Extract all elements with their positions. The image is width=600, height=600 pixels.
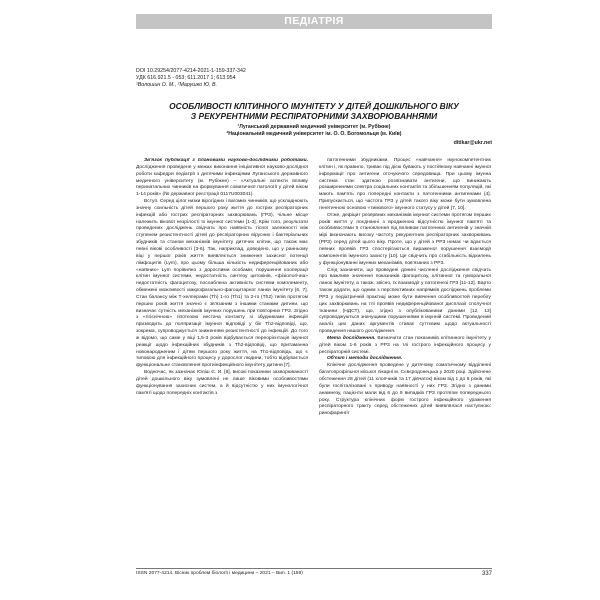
section-header: ПЕДІАТРІЯ bbox=[136, 14, 492, 29]
body-paragraph bbox=[319, 213, 491, 268]
contact-email[interactable]: ditikar@ukr.net bbox=[453, 140, 492, 146]
authors: ¹Волошин О. М., ²Марушко Ю. В. bbox=[136, 82, 217, 89]
paragraph-lead: Мета дослідження. bbox=[327, 335, 376, 341]
body-paragraph bbox=[136, 370, 308, 397]
body-paragraph bbox=[136, 158, 308, 199]
paragraph-text: Водночас, як зазначає Юліш Є. И. [8], високі показники захворюваності дітей дошкільного віку зумовлені не лише віковими особливостями функціонування захисних систем, а й відсутністю у них імунологічної пам'яті щодо попередніх контактів з bbox=[136, 370, 308, 396]
body-column-left bbox=[136, 158, 308, 530]
paragraph-lead: Зв'язок публікації з плановими науково-дослідними роботами. bbox=[144, 158, 308, 163]
article-title bbox=[136, 102, 492, 121]
body-column-right bbox=[319, 158, 491, 530]
paragraph-text: Дослідження проведене у межах виконання ініціативної науково-дослідної роботи кафедри педіатрії з дитячими інфекціями Луганського державного медичного університету (м. Рубіжне) – «Актуальні аспекти впливу перинатальних чинників на формування соматичної патології у дітей віком 1-14 років» (№ державної реєстрації 0117U003041). bbox=[136, 164, 308, 198]
body-paragraph bbox=[319, 363, 491, 418]
paragraph-text: Клінічне дослідження проведене у дитячому соматичному відділенні багатопрофільної міської лікарні м. Сєвєродонецька у 2020 році. Здійснене обстеження 28 дітей (11 хлопчиків та 17 дівчаток) віком від 1 до 6 років, які були госпіталізовані з приводу наявності у них ГРЗ. Згідно з даними анамнезу, пацієнти мали від 6 до 9 випадків ГРЗ протягом попереднього року. Структура клінічних форм гострого інфекційного ураження респіраторного тракту серед обстежених дітей виявлялася наступною: ринофарингіт bbox=[319, 363, 491, 417]
body-paragraph bbox=[136, 199, 308, 370]
body-paragraph bbox=[319, 158, 491, 213]
paragraph-text: Слід зазначити, що проведені донині численні дослідження свідчать про важливе значення показників фагоцитозу, клітинної та гуморальної ланок імунітету, а також, звісно, їх взаємодії у патогенезі ГРЗ [11-12]. Варто також додати, що одним з перспективних напрямків досліджень проблеми РРЗ у педіатричній практиці може бути вивчення особливостей перебігу цих захворювань на тлі проявів недиференційованої дисплазії сполучної тканини (НДСТ), що, згідно з опублікованими даними [12, 13] супроводжуються значущими порушеннями в імунній системі. Проведений аналіз цих даних аргументів ставає суттєвим щодо актуальності проведення нашого дослідження. bbox=[319, 267, 491, 335]
footer-divider bbox=[136, 568, 492, 569]
affiliation: ²Національний медичний університет ім. О. О. Богомольця (м. Київ) bbox=[226, 131, 402, 137]
title-line: ОСОБЛИВОСТІ КЛІТИННОГО ІМУНІТЕТУ У ДІТЕЙ ДОШКІЛЬНОГО ВІКУ bbox=[169, 101, 459, 111]
udc-code: УДК 616.921.5 - 053; 611.2017 1; 613.954 bbox=[136, 75, 236, 82]
page-number: 337 bbox=[481, 571, 492, 577]
paragraph-text: Визначити стан показників клітинного імунітету у дітей віком 1-6 років з РРЗ на тлі гострого інфекційного процесу у респіраторній системі. bbox=[319, 335, 491, 355]
body-paragraph bbox=[319, 336, 491, 357]
affiliations bbox=[136, 124, 492, 138]
affiliation: ¹Луганський державний медичний університет (м. Рубіжне) bbox=[237, 124, 391, 130]
body-paragraph bbox=[319, 268, 491, 336]
title-line: З РЕКУРЕНТНИМИ РЕСПІРАТОРНИМИ ЗАХВОРЮВАННЯМИ bbox=[190, 110, 438, 121]
paragraph-text: патогенними збудниками. Процес «навчання» імунокомпетентних клітин і, як правило, триває під дією бувають у постійному навчанні імунної інформації про антигени оточуючого середовища. При цьому імунна система стає здатною розпізнавати антигени, що виникають розширеннями спектра соціальних контактів та збільшенням популяцій, які мають пам'ять про попередні контакти з патогенними антигенами [4]. Припускається, що частота ГРЗ у дітей такого віку може бути зумовлена генетичною основою «тимового» імунного статусу у дітей [7, 10]. bbox=[319, 158, 491, 211]
doi[interactable]: DOI 10.29254/2077-4214-2021-1-159-337-342 bbox=[136, 68, 246, 74]
journal-footer: ISSN 2077-4214. Вісник проблем біології і медицини – 2021 – Вип. 1 (159) bbox=[136, 571, 303, 576]
paragraph-lead: Об'єкт і методи дослідження. bbox=[327, 356, 403, 362]
article-metadata bbox=[136, 68, 492, 90]
paragraph-text: Вступ. Серед цілої низки вірогідних і вагомих чинників, що ускладнюють значну схильність дітей першого року життя до гострих респіраторних інфекцій або гострих респіраторних захворювань (ГРЗ), чільне місце належить вікової незрілості їх імунної системи [1-3]. Крім того, результати проведених досліджень свідчать про наявність тісної залежності між ступенем резистентності дітей до респіраторних вірусних і бактеріальних збудників та станом механізмів імунітету дитячих клітин, що також має певні вікові особливості [3-6]. Так, наприклад, доведено, що у ранньому віці у першої років життя виявляється зниження захисної потенції лімфоцитів (Lym), про цьому більша кількість недиференційованих або «наївних» Lym порівняно з дорослими особами, порушення кооперації клітин імунної системи, недостатність синтезу цитокінів, «фізіологічна» недостатність фагоцитозу, послаблена активність системи комплементу, обмежені можливості макрофагально-фагоцитарної ланки імунітету [6, 7]. Стан балансу між Т-хелперами (Th) 1-го (Th1) та 2-го (Th2) типів протягом перших років життя значно є зв'язаним з іншими станами дитини, що визначає сутність механізмів імунних порушень при повторних ГРЗ. Згідно з «гігієнічною» гіпотезою нестача контакту зі збудниками інфекцій призводить до поляризації імунної відповіді у бік Th2-відповіді, що, зокрема, супроводжується зниженням резистентності до інфекцій. До того ж відомо, що саме у віці 1,5-3 років відбувається переорієнтація імунної реакції щодо інфекційних збудників з Th2-відповіді, що притаманна новонародженим і дітям першого року життя, на Th1-відповідь, що є типовою для інфекційного процесу у дорослої людини, тобто відбувається функціональне становлення протиінфекційного імунітету дитини [7]. bbox=[136, 199, 308, 369]
paragraph-text: Отже, дефіцит резервних механізмів імунної системи протягом перших років життя у поєднанні з вродженою відсутністю імунної пам'яті та особливостями її становлення під впливом патогенних антигенів у значній мірі визначають високу частоту рекурентних респіраторних захворювань (РРЗ) серед дітей цього віку. Проте, що у дітей з РРЗ немає чи вдається певних проявів ГРЗ спостерігаються вираженої порушення взаємодії компонентів імунного захисту [10]. Це свідчить про стабільність відхилень у функціонуванні імунних механізмів, пов'язаних з РРЗ. bbox=[319, 212, 491, 266]
